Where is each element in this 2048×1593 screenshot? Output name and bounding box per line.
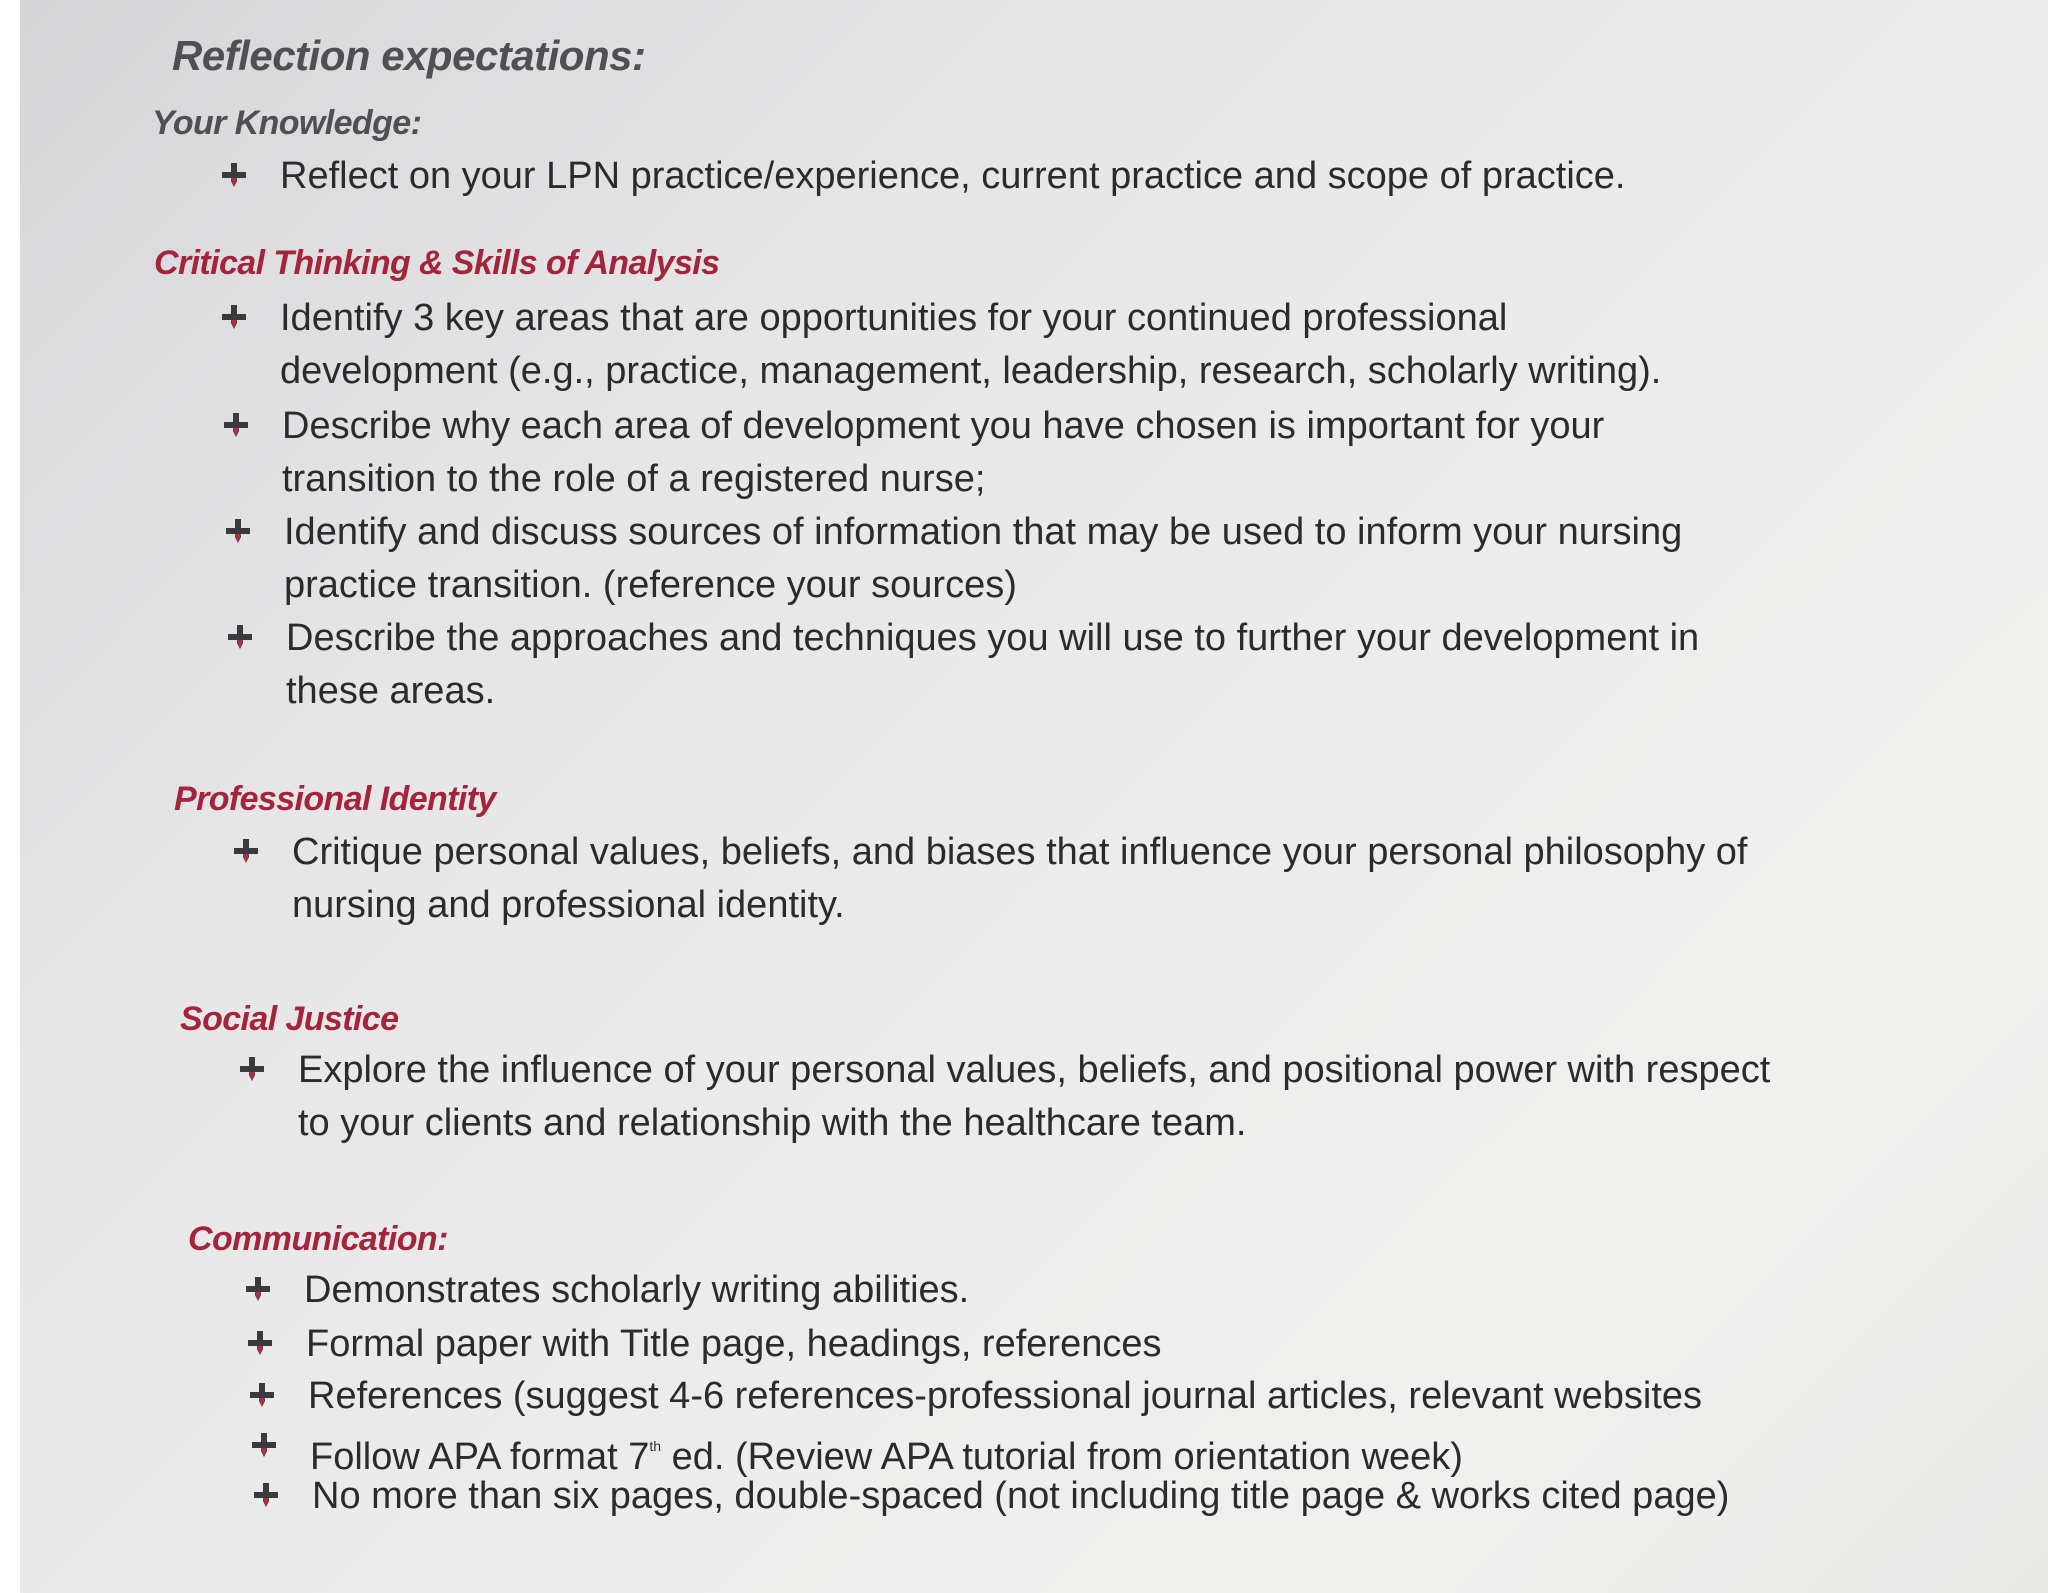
bullet-item [222,400,1604,506]
bullet-text: Demonstrates scholarly writing abilities. [304,1269,970,1311]
bullet-text-continued: development (e.g., practice, management, leadership, research, scholarly writing). [280,350,1662,392]
bullet-item [220,292,1661,398]
heading-your-knowledge: Your Knowledge: [152,104,422,142]
bullet-text: Reflect on your LPN practice/experience, current practice and scope of practice. [280,155,1626,197]
bullet-text-continued: nursing and professional identity. [292,884,845,926]
bullet-item [246,1318,1161,1371]
arrow-down-plus-icon [238,1055,266,1083]
bullet-item [220,150,1625,203]
arrow-down-plus-icon [244,1275,272,1303]
bullet-text: Explore the influence of your personal values, beliefs, and positional power with respect [298,1049,1771,1091]
heading-critical-thinking: Critical Thinking & Skills of Analysis [154,244,720,282]
bullet-text: References (suggest 4-6 references-professional journal articles, relevant websites [308,1375,1703,1417]
bullet-text-continued: transition to the role of a registered nurse; [282,458,986,500]
bullet-item [224,506,1682,612]
heading-communication: Communication: [188,1220,448,1258]
heading-social-justice: Social Justice [180,1000,399,1038]
arrow-down-plus-icon [232,837,260,865]
arrow-down-plus-icon [220,161,248,189]
document-page [20,0,2048,1593]
bullet-item [238,1044,1770,1150]
arrow-down-plus-icon [222,411,250,439]
arrow-down-plus-icon [226,623,254,651]
bullet-text-continued: to your clients and relationship with the healthcare team. [298,1102,1247,1144]
bullet-text-continued: practice transition. (reference your sources) [284,564,1017,606]
bullet-text: Identify and discuss sources of information that may be used to inform your nursing [284,511,1683,553]
ordinal-suffix: th [649,1438,662,1454]
apa-format-rest: ed. (Review APA tutorial from orientation week) [671,1436,1463,1478]
arrow-down-plus-icon [246,1329,274,1357]
bullet-item [226,612,1699,718]
bullet-text: Identify 3 key areas that are opportunities for your continued professional [280,297,1508,339]
arrow-down-plus-icon [224,517,252,545]
bullet-item [232,826,1747,932]
bullet-text: Describe the approaches and techniques you will use to further your development in [286,617,1700,659]
arrow-down-plus-icon [250,1431,278,1459]
arrow-down-plus-icon [252,1481,280,1509]
bullet-item [252,1470,1729,1523]
bullet-text: Critique personal values, beliefs, and biases that influence your personal philosophy of [292,831,1748,873]
arrow-down-plus-icon [248,1381,276,1409]
heading-professional-identity: Professional Identity [174,780,496,818]
bullet-item [244,1264,969,1317]
document-title: Reflection expectations: [172,32,646,79]
bullet-text: Formal paper with Title page, headings, references [306,1323,1162,1365]
apa-format-label: Follow APA format 7 [310,1436,650,1478]
page-left-margin [0,0,20,1593]
arrow-down-plus-icon [220,303,248,331]
bullet-text-continued: these areas. [286,670,496,712]
bullet-text: Describe why each area of development you have chosen is important for your [282,405,1605,447]
bullet-item [248,1370,1702,1423]
bullet-text: No more than six pages, double-spaced (not including title page & works cited page) [312,1475,1730,1517]
